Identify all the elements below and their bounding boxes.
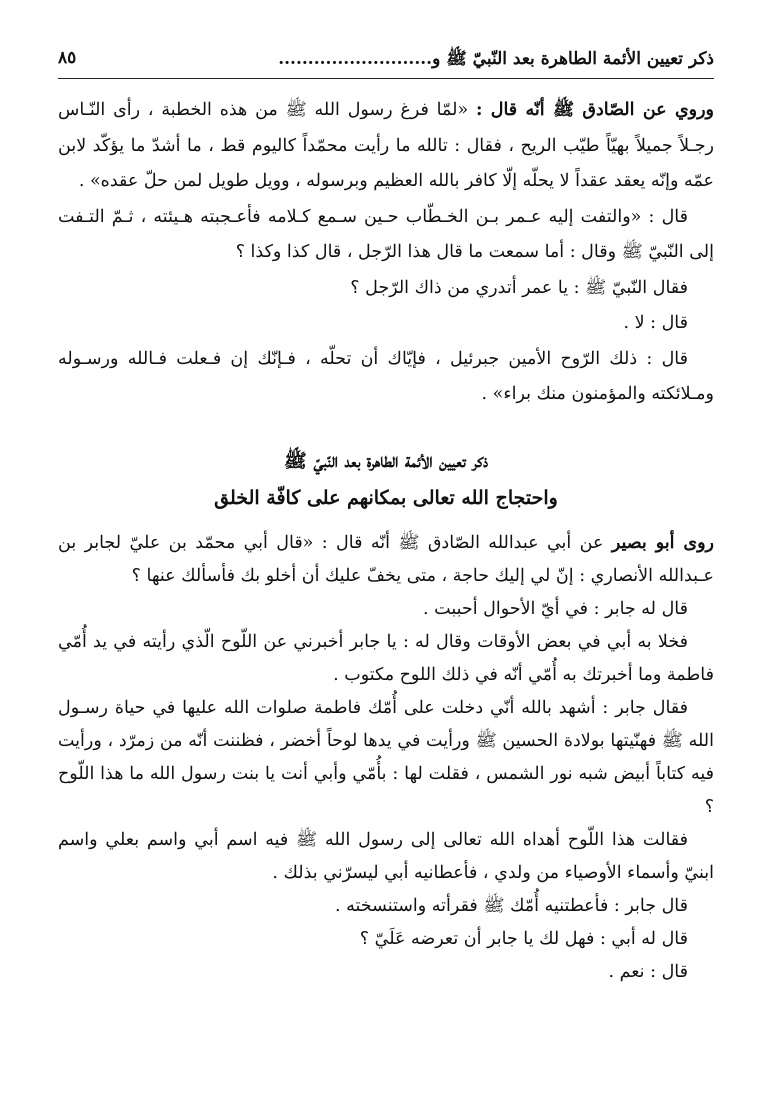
paragraph: [58, 593, 714, 626]
paragraph: [58, 923, 714, 956]
paragraph-text: فخلا به أبي في بعض الأوقات وقال له : يا جابر أخبرني عن اللّوح الّذي رأيته في يد أُمّي فاطمة وما أخبرتك به أُمّي أنّه في ذلك اللوح مكتوب .: [58, 631, 714, 685]
paragraph: [58, 890, 714, 923]
paragraph-lead: روى أبو بصير: [611, 532, 714, 553]
paragraph: [58, 692, 714, 824]
paragraph-text: فقالت هذا اللّوح أهداه الله تعالى إلى رسول الله ﷺ فيه اسم أبي واسم بعلي واسم ابنيّ وأسماء الأوصياء من ولدي ، فأعطانيه أبي ليسرّني بذلك .: [58, 829, 714, 883]
paragraph-text: قال جابر : فأعطتنيه أُمّك ﷺ فقرأته واستنسخته .: [335, 895, 688, 916]
paragraph: [58, 527, 714, 593]
paragraph-text: فقال النّبيّ ﷺ : يا عمر أتدري من ذاك الرّجل ؟: [350, 277, 688, 298]
paragraph: [58, 306, 714, 342]
upper-text: [58, 93, 714, 413]
paragraph-text: عن أبي عبدالله الصّادق ﷺ أنّه قال : «قال أبي محمّد بن عليّ لجابر بن عـبدالله الأنصاري : إنّ لي إليك حاجة ، متى يخفّ عليك أن أخلو بك فأسألك عنها ؟: [58, 532, 714, 586]
paragraph-text: قال له أبي : فهل لك يا جابر أن تعرضه عَلَيّ ؟: [359, 928, 688, 949]
paragraph-text: قال : ذلك الرّوح الأمين جبرئيل ، فإيّاك أن تحلّه ، فـإنّك إن فـعلت فـالله ورسـوله ومـلائكته والمؤمنون منك براء» .: [58, 348, 714, 404]
running-header: [58, 44, 714, 79]
paragraph-text: قال : «والتفت إليه عـمر بـن الخـطّاب حـين سـمع كـلامه فأعـجبته هـيئته ، ثـمّ التـفت إلى النّبيّ ﷺ وقال : أما سمعت ما قال هذا الرّجل ، قال كذا وكذا ؟: [58, 206, 714, 262]
lower-text: [58, 527, 714, 989]
paragraph: [58, 271, 714, 307]
book-page: [58, 44, 714, 1074]
paragraph-text: قال : لا .: [623, 313, 688, 333]
paragraph-text: فقال جابر : أشهد بالله أنّي دخلت على أُمّك فاطمة صلوات الله عليها في حياة رسـول الله ﷺ فهنّيتها بولادة الحسين ﷺ ورأيت في يدها لوحاً أخضر ، فظننت أنّه من زمرّد ، ورأيت فيه كتاباً أبيض شبه نور الشمس ، فقلت لها : بأُمّي وأبي أنت يا بنت رسول الله ما هذا اللّوح ؟: [58, 697, 714, 817]
section-heading: [58, 443, 714, 517]
paragraph-text: قال : نعم .: [608, 961, 688, 982]
paragraph: [58, 824, 714, 890]
paragraph: [58, 200, 714, 271]
paragraph: [58, 93, 714, 200]
running-title: ذكر تعيين الأئمة الطاهرة بعد النّبيّ ﷺ و..........................: [278, 49, 714, 69]
paragraph: [58, 956, 714, 989]
page-number: ٨٥: [58, 48, 77, 68]
paragraph-text: «لمّا فرغ رسول الله ﷺ من هذه الخطبة ، رأى النّـاس رجـلاً جميلاً بهيّاً طيّب الريح ، فقال : تالله ما رأيت محمّداً كاليوم قط ، ما أشدّ ما يؤكّد لابن عمّه وإنّه يعقد عقداً لا يحلّه إلّا كافر بالله العظيم وبرسوله ، وويل طويل لمن حلّ عقده» .: [58, 100, 714, 191]
section-heading-line-1: ذكر تعيين الأئمة الطاهرة بعد النّبيّ ﷺ: [283, 449, 489, 472]
section-heading-line-2: واحتجاج الله تعالى بمكانهم على كافّة الخلق: [214, 486, 558, 509]
paragraph: [58, 342, 714, 413]
paragraph: [58, 626, 714, 692]
paragraph-lead: وروي عن الصّادق ﷺ أنّه قال :: [475, 100, 714, 120]
paragraph-text: قال له جابر : في أيّ الأحوال أحببت .: [423, 598, 688, 619]
